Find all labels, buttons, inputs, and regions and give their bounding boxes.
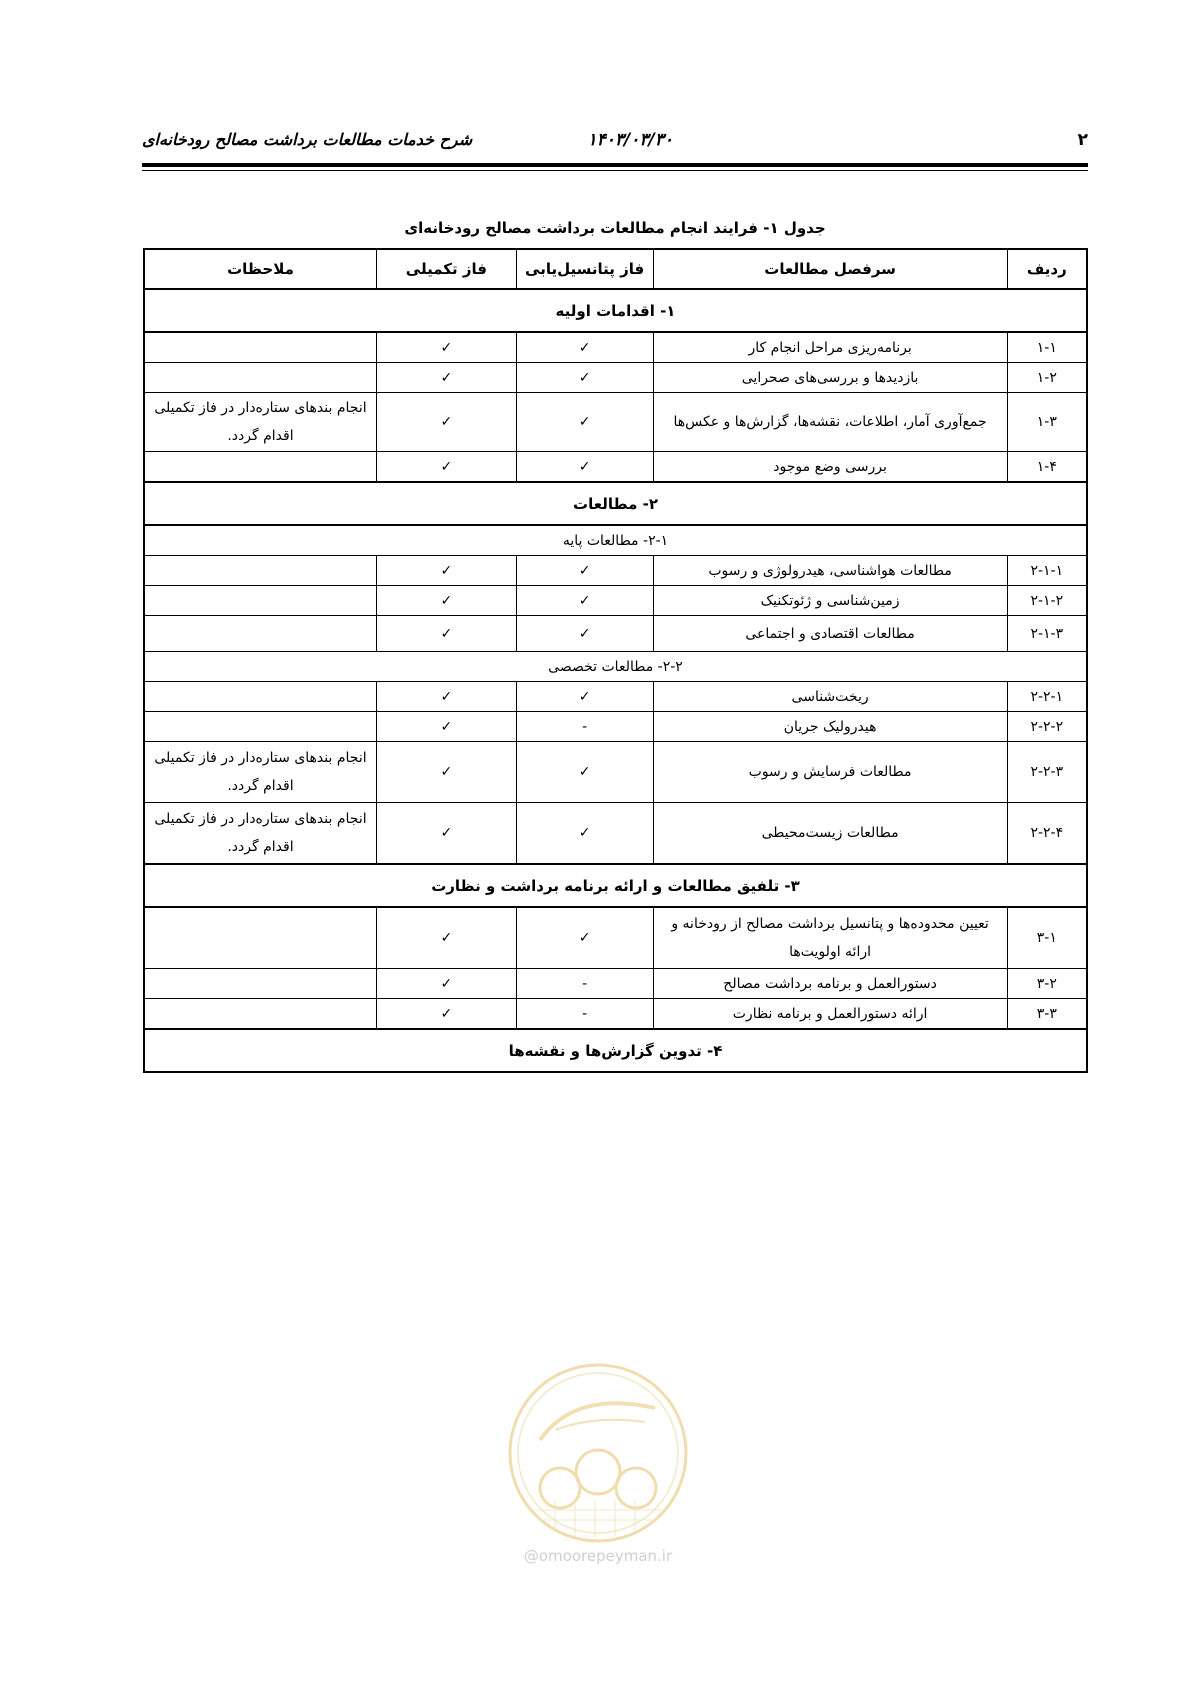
row-number: ۲-۲-۴ [1007,803,1087,865]
row-number: ۱-۳ [1007,393,1087,452]
table-row [144,586,1087,616]
phase2-check: ✓ [376,556,516,586]
phase2-check: ✓ [376,586,516,616]
header-rule-thin [142,170,1088,171]
row-note [144,712,376,742]
row-note [144,556,376,586]
table-row [144,332,1087,363]
row-title: هیدرولیک جریان [653,712,1007,742]
table-row [144,712,1087,742]
header-title: شرح خدمات مطالعات برداشت مصالح رودخانه‌ای [142,130,473,149]
phase2-check: ✓ [376,803,516,865]
phase2-check: ✓ [376,452,516,483]
col-header-notes: ملاحظات [144,249,376,289]
phase2-check: ✓ [376,742,516,803]
phase1-check: ✓ [516,363,653,393]
row-note [144,682,376,712]
section-title: ۱- اقدامات اولیه [144,289,1087,332]
phase1-check: ✓ [516,393,653,452]
phase1-check: ✓ [516,586,653,616]
section-title: ۴- تدوین گزارش‌ها و نقشه‌ها [144,1029,1087,1072]
row-note: انجام بندهای ستاره‌دار در فاز تکمیلی اقدام گردد. [144,742,376,803]
row-title: زمین‌شناسی و ژئوتکنیک [653,586,1007,616]
row-number: ۲-۲-۳ [1007,742,1087,803]
row-note [144,452,376,483]
row-number: ۲-۱-۱ [1007,556,1087,586]
page-number: ۲ [1077,130,1088,150]
subsection-row [144,525,1087,556]
row-number: ۲-۱-۳ [1007,616,1087,652]
studies-process-table [143,248,1088,1073]
row-note [144,999,376,1030]
row-number: ۲-۲-۲ [1007,712,1087,742]
row-title: مطالعات فرسایش و رسوب [653,742,1007,803]
row-number: ۱-۴ [1007,452,1087,483]
section-title: ۲- مطالعات [144,482,1087,525]
row-number: ۲-۲-۱ [1007,682,1087,712]
row-title: مطالعات اقتصادی و اجتماعی [653,616,1007,652]
table-row [144,363,1087,393]
phase1-check: ✓ [516,452,653,483]
row-note [144,907,376,969]
header-date: ۱۴۰۳/۰۳/۳۰ [587,130,673,150]
section-row [144,864,1087,907]
section-row [144,482,1087,525]
phase1-check: ✓ [516,616,653,652]
row-title: بررسی وضع موجود [653,452,1007,483]
row-title: برنامه‌ریزی مراحل انجام کار [653,332,1007,363]
phase2-check: ✓ [376,363,516,393]
row-title: ریخت‌شناسی [653,682,1007,712]
row-note: انجام بندهای ستاره‌دار در فاز تکمیلی اقدام گردد. [144,393,376,452]
section-row [144,1029,1087,1072]
table-row [144,556,1087,586]
phase1-check: - [516,999,653,1030]
phase2-check: ✓ [376,999,516,1030]
phase2-check: ✓ [376,616,516,652]
subsection-title: ۲-۲- مطالعات تخصصی [144,652,1087,682]
table-row [144,803,1087,865]
row-number: ۳-۳ [1007,999,1087,1030]
table-caption: جدول ۱- فرایند انجام مطالعات برداشت مصالح رودخانه‌ای [404,219,826,237]
row-note [144,363,376,393]
table-row [144,999,1087,1030]
header-rule-thick [142,163,1088,167]
phase2-check: ✓ [376,332,516,363]
watermark-url: @omoorepeyman.ir [523,1547,673,1565]
row-title: ارائه دستورالعمل و برنامه نظارت [653,999,1007,1030]
col-header-title: سرفصل مطالعات [653,249,1007,289]
row-note [144,586,376,616]
row-note [144,969,376,999]
phase1-check: ✓ [516,803,653,865]
phase2-check: ✓ [376,682,516,712]
phase2-check: ✓ [376,969,516,999]
table-row [144,393,1087,452]
phase1-check: ✓ [516,907,653,969]
row-title: تعیین محدوده‌ها و پتانسیل برداشت مصالح از رودخانه و ارائه اولویت‌ها [653,907,1007,969]
phase2-check: ✓ [376,907,516,969]
subsection-title: ۲-۱- مطالعات پایه [144,525,1087,556]
row-note [144,616,376,652]
row-title: بازدیدها و بررسی‌های صحرایی [653,363,1007,393]
row-number: ۱-۱ [1007,332,1087,363]
row-number: ۱-۲ [1007,363,1087,393]
col-header-phase1: فاز پتانسیل‌یابی [516,249,653,289]
row-note [144,332,376,363]
col-header-phase2: فاز تکمیلی [376,249,516,289]
phase1-check: - [516,969,653,999]
row-title: مطالعات هواشناسی، هیدرولوژی و رسوب [653,556,1007,586]
phase1-check: ✓ [516,332,653,363]
table-header-row [144,249,1087,289]
row-title: جمع‌آوری آمار، اطلاعات، نقشه‌ها، گزارش‌ها و عکس‌ها [653,393,1007,452]
subsection-row [144,652,1087,682]
row-number: ۳-۱ [1007,907,1087,969]
phase2-check: ✓ [376,393,516,452]
table-row [144,907,1087,969]
phase2-check: ✓ [376,712,516,742]
phase1-check: ✓ [516,556,653,586]
table-row [144,682,1087,712]
watermark-logo [505,1360,691,1546]
page-header [142,128,1088,156]
table-row [144,452,1087,483]
row-title: مطالعات زیست‌محیطی [653,803,1007,865]
phase1-check: ✓ [516,682,653,712]
phase1-check: - [516,712,653,742]
row-number: ۳-۲ [1007,969,1087,999]
col-header-row: ردیف [1007,249,1087,289]
row-title: دستورالعمل و برنامه برداشت مصالح [653,969,1007,999]
section-title: ۳- تلفیق مطالعات و ارائه برنامه برداشت و نظارت [144,864,1087,907]
row-note: انجام بندهای ستاره‌دار در فاز تکمیلی اقدام گردد. [144,803,376,865]
section-row [144,289,1087,332]
table-row [144,616,1087,652]
phase1-check: ✓ [516,742,653,803]
table-row [144,742,1087,803]
row-number: ۲-۱-۲ [1007,586,1087,616]
table-row [144,969,1087,999]
